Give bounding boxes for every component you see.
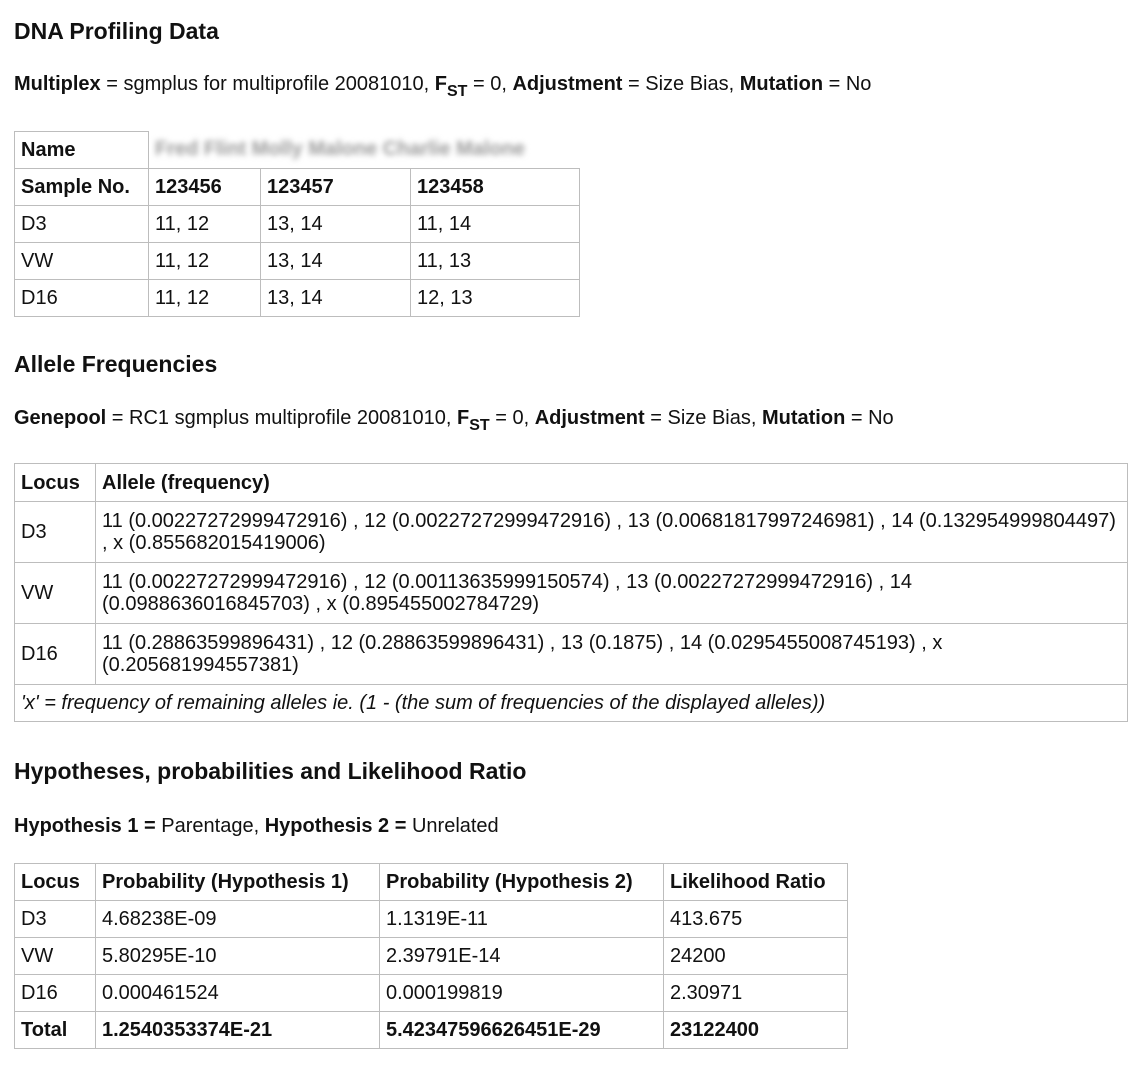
hypotheses-meta <box>14 812 499 840</box>
genotype-cell: 11, 12 <box>149 280 261 317</box>
mutation-value: = No <box>845 407 894 429</box>
prob-h1-header: Probability (Hypothesis 1) <box>96 864 380 901</box>
mutation-label: Mutation <box>739 73 824 95</box>
prob-h2-header: Probability (Hypothesis 2) <box>380 864 664 901</box>
table-row <box>15 280 580 317</box>
section-title-profiling: DNA Profiling Data <box>14 18 219 44</box>
allele-frequency-cell: 11 (0.28863599896431) , 12 (0.28863599896431) , 13 (0.1875) , 14 (0.0295455008745193) , x (0.205681994557381) <box>96 624 1128 685</box>
locus-cell: VW <box>15 563 96 624</box>
genotype-cell: 11, 12 <box>149 206 261 243</box>
prob-h1-cell: 5.80295E-10 <box>96 938 380 975</box>
table-row <box>15 685 1128 722</box>
total-prob-h2: 5.42347596626451E-29 <box>380 1012 664 1049</box>
allele-frequency-cell: 11 (0.00227272999472916) , 12 (0.00113635999150574) , 13 (0.00227272999472916) , 14 (0.0988636016845703) , x (0.895455002784729) <box>96 563 1128 624</box>
prob-h1-cell: 0.000461524 <box>96 975 380 1012</box>
allele-header: Allele (frequency) <box>96 464 1128 502</box>
fst-sub: ST <box>469 417 490 434</box>
locus-cell: D16 <box>15 975 96 1012</box>
table-row <box>15 901 848 938</box>
prob-h2-cell: 1.1319E-11 <box>380 901 664 938</box>
sample-cell: 123456 <box>149 169 261 206</box>
locus-cell: VW <box>15 243 149 280</box>
locus-cell: D3 <box>15 502 96 563</box>
adjustment-value: = Size Bias, <box>622 73 740 95</box>
genepool-label: Genepool <box>14 407 107 429</box>
table-row <box>15 464 1128 502</box>
adjustment-label: Adjustment <box>534 407 645 429</box>
table-row <box>15 975 848 1012</box>
fst-sub: ST <box>446 83 468 100</box>
total-likelihood-ratio: 23122400 <box>664 1012 848 1049</box>
genotype-cell: 12, 13 <box>411 280 580 317</box>
table-row <box>15 938 848 975</box>
locus-header: Locus <box>15 864 96 901</box>
fst-label: F <box>456 407 470 429</box>
table-row <box>15 206 580 243</box>
adjustment-value: = Size Bias, <box>644 407 762 429</box>
section-title-hypotheses: Hypotheses, probabilities and Likelihood Ratio <box>14 758 527 784</box>
hypothesis2-value: Unrelated <box>406 815 499 837</box>
multiplex-label: Multiplex <box>14 73 101 95</box>
hypothesis2-label: Hypothesis 2 = <box>264 815 407 837</box>
sample-cell: 123458 <box>411 169 580 206</box>
genotype-cell: 11, 13 <box>411 243 580 280</box>
fst-value: = 0, <box>489 407 535 429</box>
table-row <box>15 624 1128 685</box>
table-row <box>15 169 580 206</box>
locus-cell: D3 <box>15 206 149 243</box>
total-prob-h1: 1.2540353374E-21 <box>96 1012 380 1049</box>
blurred-names: Fred Flint Molly Malone Charlie Malone <box>155 138 526 161</box>
table-row <box>15 502 1128 563</box>
prob-h2-cell: 2.39791E-14 <box>380 938 664 975</box>
locus-cell: D16 <box>15 280 149 317</box>
mutation-label: Mutation <box>761 407 846 429</box>
multiplex-value: = sgmplus for multiprofile 20081010, <box>100 73 435 95</box>
genepool-value: = RC1 sgmplus multiprofile 20081010, <box>106 407 457 429</box>
genotype-cell: 11, 12 <box>149 243 261 280</box>
profiling-table <box>14 131 580 317</box>
hypothesis1-label: Hypothesis 1 = <box>14 815 156 837</box>
prob-h2-cell: 0.000199819 <box>380 975 664 1012</box>
section-title-frequencies: Allele Frequencies <box>14 351 218 377</box>
table-row <box>15 563 1128 624</box>
allele-frequency-cell: 11 (0.00227272999472916) , 12 (0.00227272999472916) , 13 (0.00681817997246981) , 14 (0.132954999804497) , x (0.855682015419006) <box>96 502 1128 563</box>
hypotheses-table <box>14 863 848 1049</box>
locus-cell: D16 <box>15 624 96 685</box>
adjustment-label: Adjustment <box>512 73 623 95</box>
frequency-note: 'x' = frequency of remaining alleles ie. (1 - (the sum of frequencies of the displayed alleles)) <box>15 685 1128 722</box>
likelihood-ratio-header: Likelihood Ratio <box>664 864 848 901</box>
frequencies-meta <box>14 404 894 440</box>
table-row-total <box>15 1012 848 1049</box>
table-row <box>15 864 848 901</box>
mutation-value: = No <box>823 73 872 95</box>
total-label: Total <box>15 1012 96 1049</box>
sample-cell: 123457 <box>261 169 411 206</box>
genotype-cell: 11, 14 <box>411 206 580 243</box>
frequencies-table <box>14 463 1128 722</box>
profiling-meta <box>14 70 871 106</box>
likelihood-ratio-cell: 2.30971 <box>664 975 848 1012</box>
hypothesis1-value: Parentage, <box>155 815 265 837</box>
prob-h1-cell: 4.68238E-09 <box>96 901 380 938</box>
genotype-cell: 13, 14 <box>261 206 411 243</box>
fst-label: F <box>434 73 447 95</box>
genotype-cell: 13, 14 <box>261 243 411 280</box>
likelihood-ratio-cell: 413.675 <box>664 901 848 938</box>
locus-header: Locus <box>15 464 96 502</box>
fst-value: = 0, <box>467 73 513 95</box>
name-header: Name <box>15 132 149 169</box>
sample-header: Sample No. <box>15 169 149 206</box>
locus-cell: D3 <box>15 901 96 938</box>
locus-cell: VW <box>15 938 96 975</box>
table-row <box>15 243 580 280</box>
genotype-cell: 13, 14 <box>261 280 411 317</box>
likelihood-ratio-cell: 24200 <box>664 938 848 975</box>
table-row <box>15 132 580 169</box>
